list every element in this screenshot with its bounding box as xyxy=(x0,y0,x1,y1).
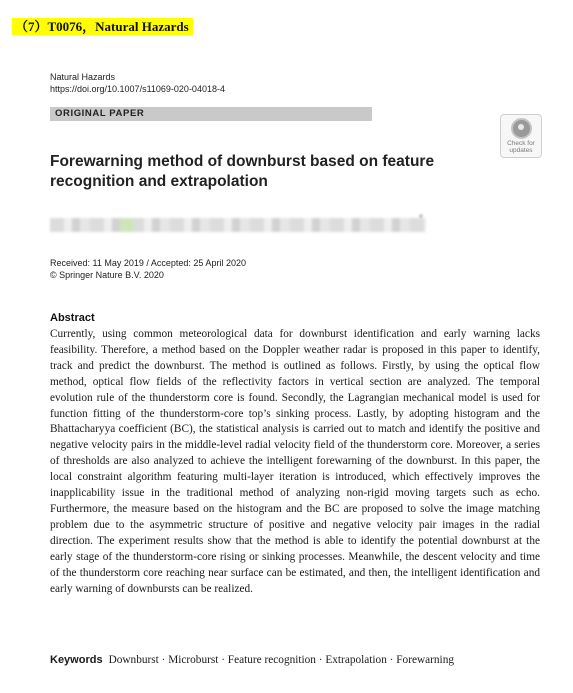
keywords-heading: Keywords xyxy=(50,654,103,666)
doi-link[interactable]: https://doi.org/10.1007/s11069-020-04018-4 xyxy=(50,84,225,94)
keywords-line xyxy=(50,654,454,666)
copyright: © Springer Nature B.V. 2020 xyxy=(50,270,164,280)
blur-dot xyxy=(420,215,422,217)
crossmark-icon xyxy=(511,118,532,139)
check-for-updates-badge[interactable] xyxy=(500,114,542,158)
updates-label: updates xyxy=(509,147,533,154)
journal-name: Natural Hazards xyxy=(50,72,116,82)
dates-block xyxy=(50,257,246,281)
article-type-band xyxy=(50,107,372,121)
article-type: ORIGINAL PAPER xyxy=(55,108,145,119)
check-for-label: Check for xyxy=(507,140,535,147)
abstract-heading: Abstract xyxy=(50,312,95,324)
blurred-authors xyxy=(50,218,426,232)
journal-info xyxy=(50,71,225,95)
abstract-text: Currently, using common meteorological data for downburst identification and early warning lacks feasibility. Therefore, a method based on the Doppler weather radar is proposed in this paper to identify, track and predict the downburst. The method is outlined as follows. Firstly, by using the optical flow method, optical flow fields of the reflectivity factors in vertical section are analyzed. The temporal evolution rule of the thunderstorm core is found. Secondly, the Lagrangian mechanical model is used for function fitting of the thunderstorm-core top’s sinking process. Lastly, by adopting histogram and the Bhattacharyya coefficient (BC), the statistical analysis is carried out to match and identify the positive and negative velocity pairs in the middle-level radial velocity field of the thunderstorm core. Moreover, a series of thresholds are also analyzed to achieve the intelligent forewarning of the downburst. In this paper, the local constraint algorithm featuring multi-layer iteration is introduced, which effectively improves the inapplicability issue in the traditional method of analyzing non-rigid moving targets such as echo. Furthermore, the measure based on the histogram and the BC are proposed to solve the image matching problem due to the asymmetric structure of positive and negative velocity pair images in the radial direction. The experiment results show that the method is able to identify the potential downburst at the early stage of the thunderstorm-core rising or sinking processes. Meanwhile, the descent velocity and time of the thunderstorm core reaching near surface can be estimated, and then, the intelligent identification and early warning of downbursts can be realized. xyxy=(50,328,540,595)
paper-title: Forewarning method of downburst based on feature recognition and extrapolation xyxy=(50,153,435,190)
received-accepted: Received: 11 May 2019 / Accepted: 25 April 2020 xyxy=(50,258,246,268)
highlight-label: （7）T0076，Natural Hazards xyxy=(12,18,193,35)
keywords-list: Downburst · Microburst · Feature recognition · Extrapolation · Forewarning xyxy=(108,654,454,666)
blur-accent xyxy=(120,218,134,232)
